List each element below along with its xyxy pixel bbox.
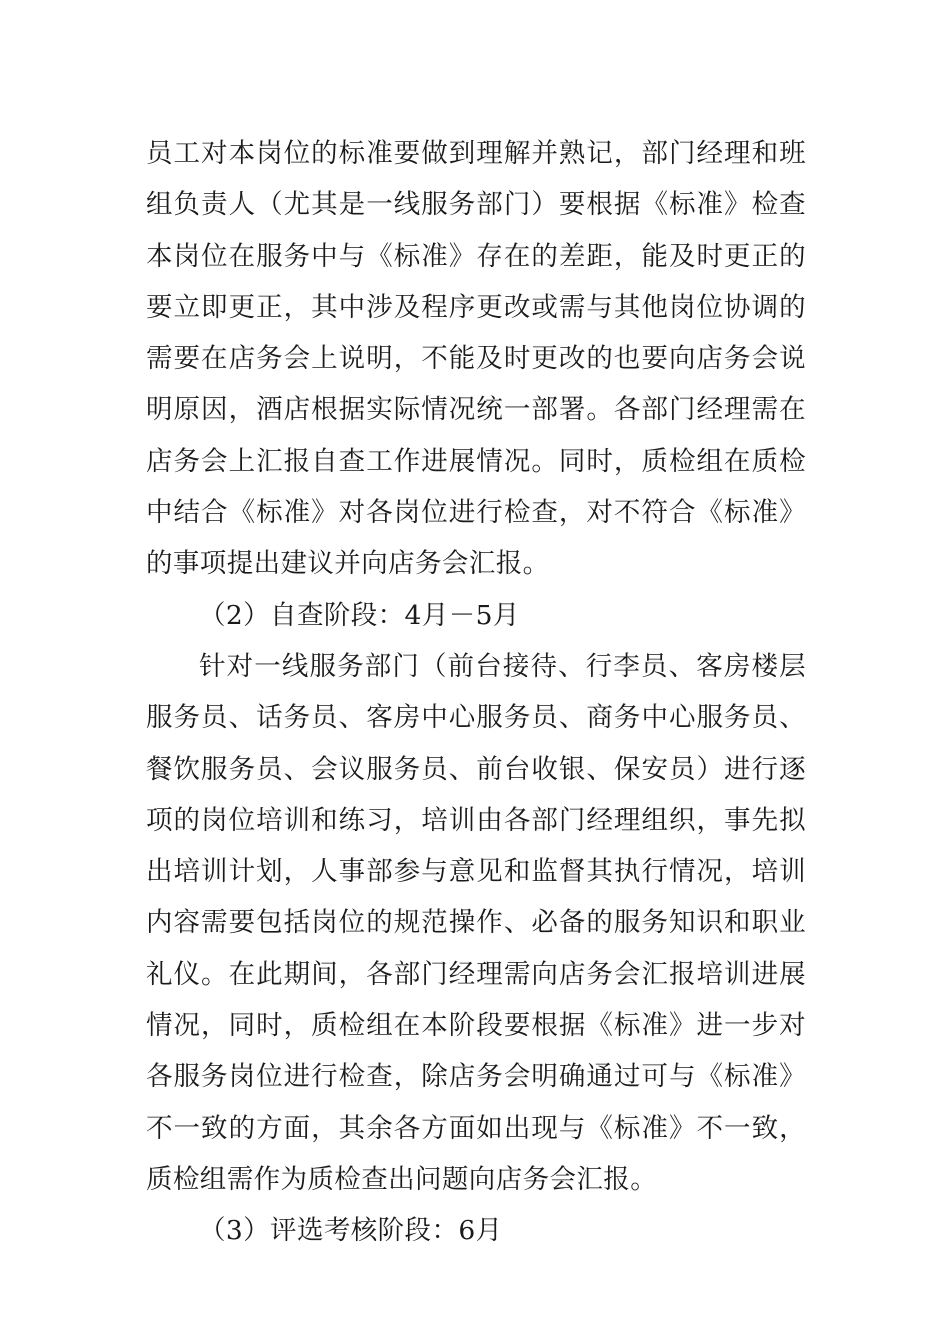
- paragraph-training-plan: 针对一线服务部门（前台接待、行李员、客房楼层服务员、话务员、客房中心服务员、商务中心服务员、餐饮服务员、会议服务员、前台收银、保安员）进行逐项的岗位培训和练习，培训由各部门经理组织，事先拟出培训计划，人事部参与意见和监督其执行情况，培训内容需要包括岗位的规范操作、必备的服务知识和职业礼仪。在此期间，各部门经理需向店务会汇报培训进展情况，同时，质检组在本阶段要根据《标准》进一步对各服务岗位进行检查，除店务会明确通过可与《标准》不一致的方面，其余各方面如出现与《标准》不一致，质检组需作为质检查出问题向店务会汇报。: [146, 650, 806, 1195]
- document-body: [146, 128, 806, 1257]
- section-heading-evaluation-stage: （3）评选考核阶段：6月: [199, 1215, 503, 1247]
- paragraph-self-check-requirements: 员工对本岗位的标准要做到理解并熟记，部门经理和班组负责人（尤其是一线服务部门）要根据《标准》检查本岗位在服务中与《标准》存在的差距，能及时更正的要立即更正，其中涉及程序更改或需与其他岗位协调的需要在店务会上说明，不能及时更改的也要向店务会说明原因，酒店根据实际情况统一部署。各部门经理需在店务会上汇报自查工作进展情况。同时，质检组在质检中结合《标准》对各岗位进行检查，对不符合《标准》的事项提出建议并向店务会汇报。: [146, 138, 806, 580]
- section-heading-self-check-stage: （2）自查阶段：4月－5月: [199, 599, 520, 631]
